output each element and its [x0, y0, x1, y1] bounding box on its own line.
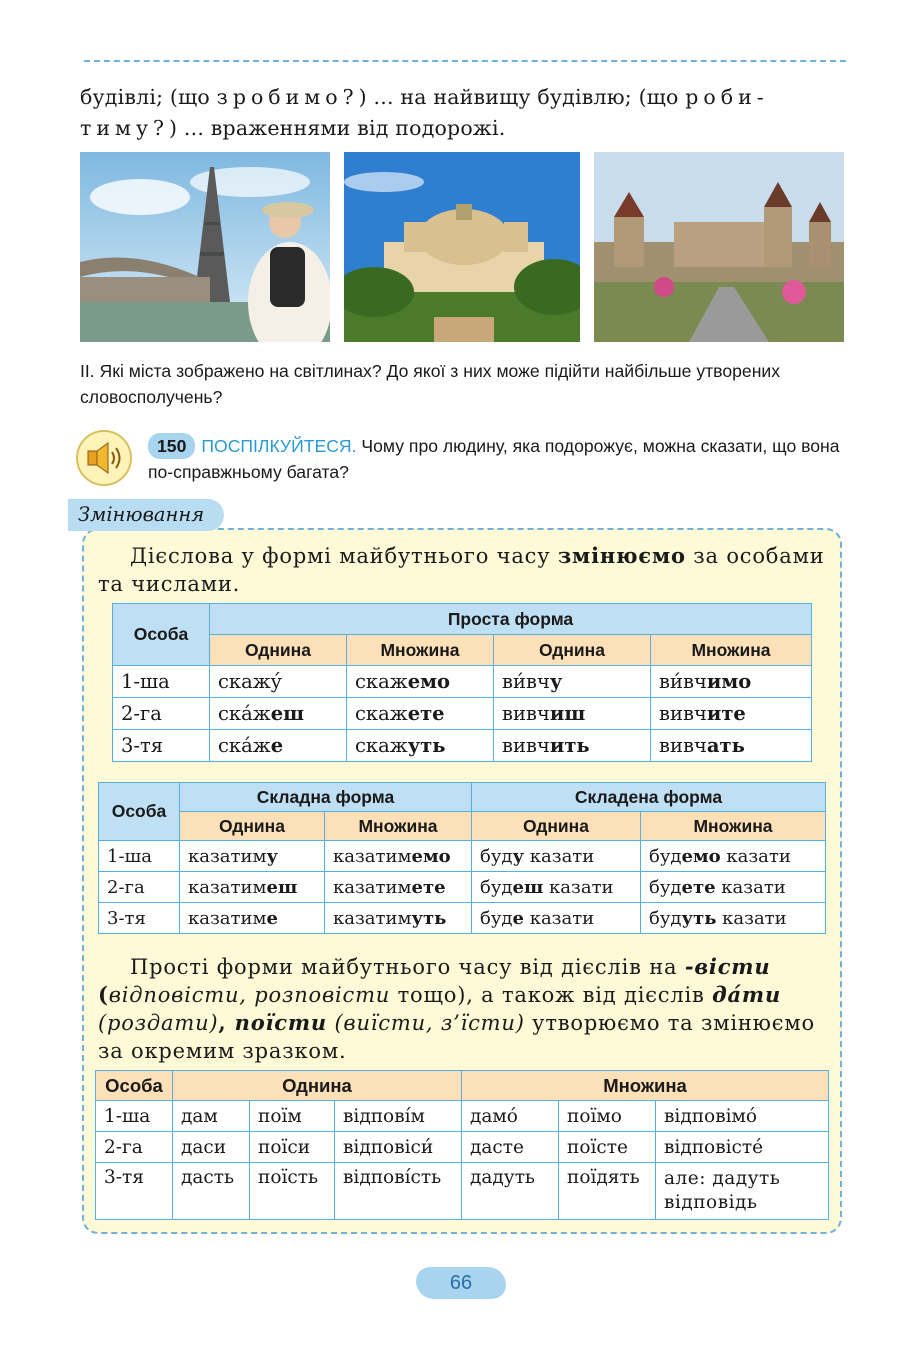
plural-header: Множина [651, 635, 812, 666]
kamianets-castle-photo [594, 152, 844, 342]
task-150 [148, 433, 848, 485]
photo-row [80, 152, 844, 342]
odesa-opera-photo [344, 152, 580, 342]
verb-cell: відповімó [656, 1101, 829, 1132]
paragraph-1: Дієслова у формі майбутнього часу змінюємо за особами та числами. [98, 543, 825, 596]
verb-cell: будуть казати [641, 903, 826, 934]
plural-header: Множина [347, 635, 494, 666]
compound-form-table [98, 782, 826, 934]
verb-cell: скажете [347, 698, 494, 730]
task-number-badge: 150 [148, 433, 195, 459]
verb-cell: казатиму [180, 841, 325, 872]
verb-cell: вивчиш [494, 698, 651, 730]
verb-cell: будете казати [641, 872, 826, 903]
verb-cell: поїсте [559, 1132, 656, 1163]
verb-cell: будеш казати [472, 872, 641, 903]
verb-cell: поїдять [559, 1163, 656, 1220]
table-row [99, 841, 826, 872]
singular-header: Однина [180, 812, 325, 841]
task-text: Чому про людину, яка подорожує, можна сказати, що вона по-справжньому багата? [148, 436, 840, 482]
verb-cell: ви́вчимо [651, 666, 812, 698]
verb-cell: казатиме [180, 903, 325, 934]
verb-cell: поїмо [559, 1101, 656, 1132]
verb-cell: відповісте́ [656, 1132, 829, 1163]
person-cell: 3-тя [113, 730, 210, 762]
verb-cell: вивчить [494, 730, 651, 762]
question-2: ІІ. Які міста зображено на світлинах? До якої з них може підійти найбільше утворених словосполучень? [80, 361, 781, 407]
verb-cell: поїси [250, 1132, 335, 1163]
plural-header: Множина [462, 1071, 829, 1101]
verb-cell: буде казати [472, 903, 641, 934]
verb-cell: казатимуть [325, 903, 472, 934]
table-row [113, 730, 812, 762]
verb-cell: дасте [462, 1132, 559, 1163]
verb-cell: скажуть [347, 730, 494, 762]
singular-header: Однина [173, 1071, 462, 1101]
verb-cell: дадуть [462, 1163, 559, 1220]
verb-cell: поїсть [250, 1163, 335, 1220]
page-number: 66 [416, 1267, 506, 1299]
verb-cell: скажемо [347, 666, 494, 698]
top-divider [84, 60, 846, 62]
table-row [113, 698, 812, 730]
table-row [96, 1101, 829, 1132]
speaker-icon[interactable] [76, 430, 132, 486]
verb-cell: казатимемо [325, 841, 472, 872]
plural-header: Множина [325, 812, 472, 841]
person-cell: 1-ша [96, 1101, 173, 1132]
eiffel-tower-photo [80, 152, 330, 342]
verb-cell: вивчать [651, 730, 812, 762]
paragraph-2: Прості форми майбутнього часу від дієслів на -вісти (відповісти, розповісти тощо), а також від дієслів да́ти (роздати), поїсти (виїсти, з’їсти) утворюємо та змінюємо за окремим зразком. [98, 954, 815, 1063]
verb-cell: даси [173, 1132, 250, 1163]
verb-cell: вивчите [651, 698, 812, 730]
person-cell: 3-тя [96, 1163, 173, 1220]
person-cell: 2-га [96, 1132, 173, 1163]
verb-cell: ви́вчу [494, 666, 651, 698]
verb-cell: казатимеш [180, 872, 325, 903]
verb-cell: поїм [250, 1101, 335, 1132]
task-keyword: ПОСПІЛКУЙТЕСЯ. [201, 436, 357, 456]
verb-cell: будемо казати [641, 841, 826, 872]
table-row [96, 1163, 829, 1220]
simple-form-table [112, 603, 812, 762]
verb-cell: відпові́сть [335, 1163, 462, 1220]
person-header: Особа [96, 1071, 173, 1101]
table-row [96, 1132, 829, 1163]
person-cell: 1-ша [113, 666, 210, 698]
verb-cell: дамó [462, 1101, 559, 1132]
person-header: Особа [99, 783, 180, 841]
simple-form-header: Проста форма [210, 604, 812, 635]
verb-cell: ска́жеш [210, 698, 347, 730]
verb-cell: казатимете [325, 872, 472, 903]
person-cell: 3-тя [99, 903, 180, 934]
verb-cell: відповіси́ [335, 1132, 462, 1163]
person-header: Особа [113, 604, 210, 666]
composite-form-header: Складена форма [472, 783, 826, 812]
singular-header: Однина [494, 635, 651, 666]
person-cell: 2-га [113, 698, 210, 730]
section-tag: Змінювання [68, 499, 224, 531]
table-row [99, 903, 826, 934]
singular-header: Однина [472, 812, 641, 841]
plural-header: Множина [641, 812, 826, 841]
special-verbs-table [95, 1070, 829, 1220]
verb-cell: ска́же [210, 730, 347, 762]
table-row [99, 872, 826, 903]
verb-cell: буду казати [472, 841, 641, 872]
intro-text: будівлі; (що зробимо?) ... на найвищу будівлю; (що роби- тиму?) ... враженнями від подорожі. [80, 85, 769, 140]
person-cell: 1-ша [99, 841, 180, 872]
verb-cell: дасть [173, 1163, 250, 1220]
person-cell: 2-га [99, 872, 180, 903]
verb-cell: дам [173, 1101, 250, 1132]
table-row [113, 666, 812, 698]
complex-form-header: Складна форма [180, 783, 472, 812]
verb-cell: скажý [210, 666, 347, 698]
verb-cell: відпові́м [335, 1101, 462, 1132]
singular-header: Однина [210, 635, 347, 666]
verb-cell: але: дадуть відповідь [656, 1163, 829, 1220]
